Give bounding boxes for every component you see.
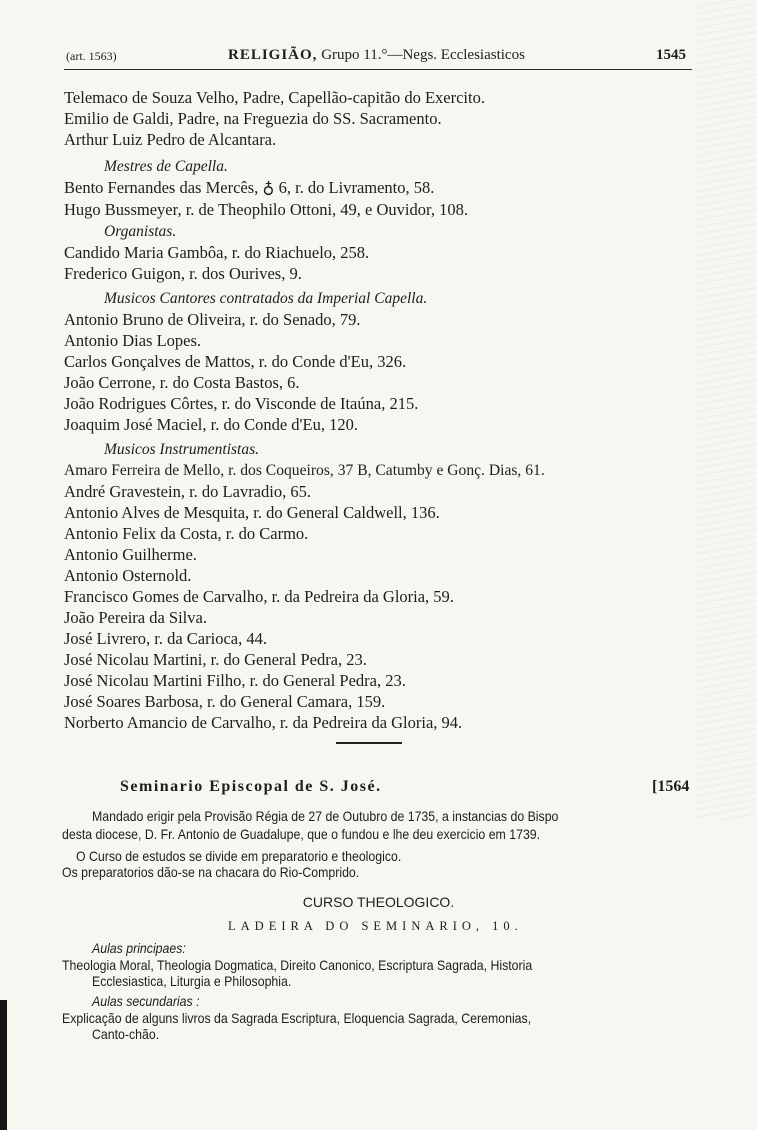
list-item: Antonio Felix da Costa, r. do Carmo.: [64, 524, 309, 543]
paragraph-line: Canto-chão.: [92, 1026, 160, 1042]
list-item: José Nicolau Martini, r. do General Pedra, 23.: [64, 650, 367, 669]
list-item: Antonio Guilherme.: [64, 545, 197, 564]
header-rule: [64, 69, 692, 70]
paragraph-line: Explicação de alguns livros da Sagrada Escriptura, Eloquencia Sagrada, Ceremonias,: [62, 1010, 532, 1026]
list-item: Hugo Bussmeyer, r. de Theophilo Ottoni, 49, e Ouvidor, 108.: [64, 200, 468, 219]
list-item: José Soares Barbosa, r. do General Camara, 159.: [64, 692, 386, 711]
curso-heading: CURSO THEOLOGICO.: [302, 894, 455, 910]
list-item: José Nicolau Martini Filho, r. do General Pedra, 23.: [64, 671, 406, 690]
seminary-address: LADEIRA DO SEMINARIO, 10.: [228, 919, 523, 933]
running-header: [66, 47, 686, 67]
list-item: Bento Fernandes das Mercês, ♁ 6, r. do Livramento, 58.: [64, 178, 435, 197]
list-item: Frederico Guigon, r. dos Ourives, 9.: [64, 264, 302, 283]
section-heading: Musicos Instrumentistas.: [104, 441, 259, 458]
binding-edge: [0, 1000, 7, 1130]
list-item: Carlos Gonçalves de Mattos, r. do Conde d'Eu, 326.: [64, 352, 407, 371]
list-item: Francisco Gomes de Carvalho, r. da Pedreira da Gloria, 59.: [64, 587, 454, 606]
list-item: José Livrero, r. da Carioca, 44.: [64, 629, 267, 648]
list-item: André Gravestein, r. do Lavradio, 65.: [64, 482, 311, 501]
section-heading: Musicos Cantores contratados da Imperial Capella.: [104, 290, 428, 307]
list-item: Antonio Bruno de Oliveira, r. do Senado, 79.: [64, 310, 361, 329]
list-item: João Cerrone, r. do Costa Bastos, 6.: [64, 373, 300, 392]
page-number: 1545: [656, 47, 686, 63]
header-title: RELIGIÃO, Grupo 11.°—Negs. Ecclesiasticos: [228, 47, 525, 63]
list-item: Antonio Osternold.: [64, 566, 192, 585]
list-item: Amaro Ferreira de Mello, r. dos Coqueiros, 37 B, Catumby e Gonç. Dias, 61.: [64, 462, 545, 479]
section-divider: [336, 742, 402, 744]
list-item: Antonio Dias Lopes.: [64, 331, 202, 350]
section-title: Seminario Episcopal de S. José.: [120, 778, 382, 795]
list-item: João Pereira da Silva.: [64, 608, 207, 627]
list-item: Joaquim José Maciel, r. do Conde d'Eu, 120.: [64, 415, 358, 434]
paragraph-line: Mandado erigir pela Provisão Régia de 27 de Outubro de 1735, a instancias do Bispo: [92, 808, 559, 824]
list-item: Candido Maria Gambôa, r. do Riachuelo, 258.: [64, 243, 370, 262]
paragraph-line: Os preparatorios dão-se na chacara do Rio-Comprido.: [62, 864, 360, 880]
list-item: Arthur Luiz Pedro de Alcantara.: [64, 130, 277, 149]
list-item: Norberto Amancio de Carvalho, r. da Pedreira da Gloria, 94.: [64, 713, 463, 732]
paragraph-line: desta diocese, D. Fr. Antonio de Guadalupe, que o fundou e lhe deu exercicio em 1739.: [62, 826, 541, 842]
paragraph-line: Ecclesiastica, Liturgia e Philosophia.: [92, 973, 292, 989]
page-edge-speckles: [697, 0, 757, 820]
aulas-principaes-heading: Aulas principaes:: [92, 940, 186, 956]
article-ref: (art. 1563): [66, 49, 117, 63]
paragraph-line: O Curso de estudos se divide em preparatorio e theologico.: [76, 848, 402, 864]
list-item: Emilio de Galdi, Padre, na Freguezia do SS. Sacramento.: [64, 109, 442, 128]
section-number: [1564: [652, 778, 690, 795]
list-item: Antonio Alves de Mesquita, r. do General Caldwell, 136.: [64, 503, 440, 522]
section-heading: Mestres de Capella.: [104, 158, 228, 175]
aulas-secundarias-heading: Aulas secundarias :: [92, 993, 200, 1009]
section-heading: Organistas.: [104, 223, 177, 240]
list-item: Telemaco de Souza Velho, Padre, Capellão-capitão do Exercito.: [64, 88, 485, 107]
paragraph-line: Theologia Moral, Theologia Dogmatica, Direito Canonico, Escriptura Sagrada, Historia: [62, 957, 533, 973]
list-item: João Rodrigues Côrtes, r. do Visconde de Itaúna, 215.: [64, 394, 419, 413]
